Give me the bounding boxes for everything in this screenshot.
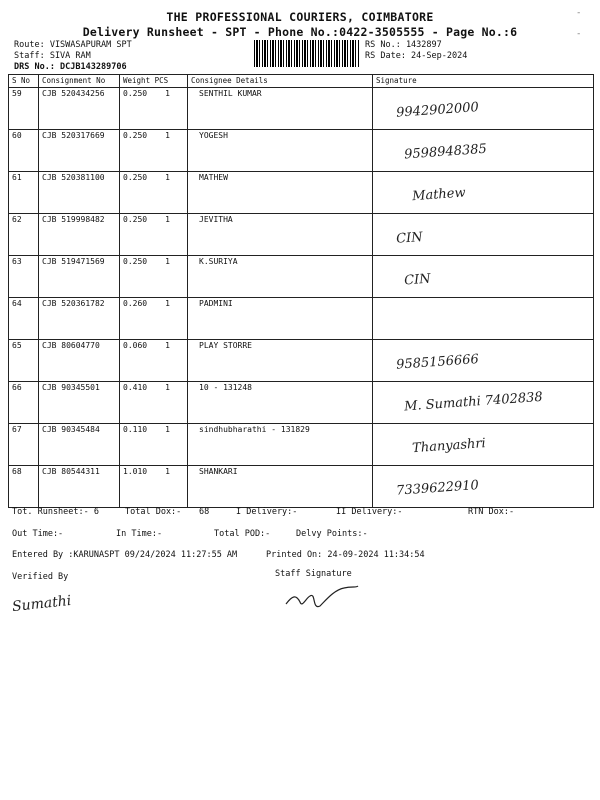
- recipient-signature: CIN: [395, 229, 424, 247]
- table-row: [9, 340, 594, 382]
- cell-pcs: 1: [165, 215, 170, 224]
- cell-weight: 1.010: [123, 467, 148, 476]
- total-pod: Total POD:-: [214, 529, 271, 539]
- cell-weight-pcs: [120, 214, 188, 256]
- cell-consignee: [188, 466, 373, 508]
- recipient-signature: 7339622910: [395, 478, 480, 499]
- cell-signature: [373, 88, 594, 130]
- cell-weight-pcs: [120, 340, 188, 382]
- col-header-consignee: Consignee Details: [188, 75, 373, 88]
- recipient-signature: Thanyashri: [411, 436, 487, 457]
- cell-weight-pcs: [120, 256, 188, 298]
- cell-weight-pcs: [120, 298, 188, 340]
- cell-sno: 68: [9, 466, 39, 508]
- table-header-row: [9, 75, 594, 88]
- cell-pcs: 1: [165, 467, 170, 476]
- printed-on: Printed On: 24-09-2024 11:34:54: [266, 550, 425, 560]
- cell-pcs: 1: [165, 131, 170, 140]
- cell-signature: [373, 382, 594, 424]
- cell-sno: 65: [9, 340, 39, 382]
- cell-weight: 0.250: [123, 173, 148, 182]
- cell-weight: 0.060: [123, 341, 148, 350]
- out-time: Out Time:-: [12, 529, 64, 539]
- company-title: THE PROFESSIONAL COURIERS, COIMBATORE: [166, 10, 434, 24]
- rs-date: RS Date: 24-Sep-2024: [365, 51, 468, 61]
- cell-sno: 64: [9, 298, 39, 340]
- consignee-name: 10 - 131248: [199, 383, 252, 392]
- cell-consignee: [188, 214, 373, 256]
- corner-dash: -: [576, 8, 582, 18]
- cell-consignee: [188, 256, 373, 298]
- cell-consignment: CJB 90345501: [39, 382, 120, 424]
- cell-sno: 66: [9, 382, 39, 424]
- cell-pcs: 1: [165, 257, 170, 266]
- cell-pcs: 1: [165, 173, 170, 182]
- cell-signature: [373, 298, 594, 340]
- cell-weight-pcs: [120, 172, 188, 214]
- entered-by: Entered By :KARUNASPT 09/24/2024 11:27:55 AM: [12, 550, 238, 560]
- cell-weight-pcs: [120, 424, 188, 466]
- cell-weight: 0.250: [123, 215, 148, 224]
- cell-weight: 0.250: [123, 89, 148, 98]
- cell-sno: 63: [9, 256, 39, 298]
- cell-pcs: 1: [165, 425, 170, 434]
- col-header-pcs: PCS: [154, 76, 169, 85]
- cell-pcs: 1: [165, 383, 170, 392]
- cell-sno: 60: [9, 130, 39, 172]
- barcode: [254, 40, 360, 67]
- total-dox-value: 68: [199, 507, 210, 517]
- table-row: [9, 214, 594, 256]
- rs-number: RS No.: 1432897: [365, 40, 442, 50]
- cell-consignment: CJB 80544311: [39, 466, 120, 508]
- cell-consignee: [188, 172, 373, 214]
- runsheet-subtitle: Delivery Runsheet - SPT - Phone No.:0422-3505555 - Page No.:6: [82, 25, 518, 39]
- i-delivery: I Delivery:-: [236, 507, 298, 517]
- cell-consignment: CJB 520317669: [39, 130, 120, 172]
- recipient-signature: Mathew: [411, 185, 467, 205]
- consignee-name: JEVITHA: [199, 215, 233, 224]
- cell-weight: 0.250: [123, 131, 148, 140]
- cell-signature: [373, 340, 594, 382]
- consignee-name: sindhubharathi - 131829: [199, 425, 310, 434]
- verified-by-label: Verified By: [12, 572, 69, 582]
- cell-weight-pcs: [120, 382, 188, 424]
- cell-signature: [373, 214, 594, 256]
- consignee-name: K.SURIYA: [199, 257, 238, 266]
- rtn-dox: RTN Dox:-: [468, 507, 515, 517]
- cell-signature: [373, 256, 594, 298]
- cell-signature: [373, 466, 594, 508]
- cell-consignment: CJB 520381100: [39, 172, 120, 214]
- ii-delivery: II Delivery:-: [336, 507, 403, 517]
- cell-consignee: [188, 298, 373, 340]
- cell-weight: 0.110: [123, 425, 148, 434]
- col-header-signature: Signature: [373, 75, 594, 88]
- table-row: [9, 172, 594, 214]
- drs-number: DRS No.: DCJB143289706: [14, 62, 127, 72]
- recipient-signature: [412, 303, 590, 315]
- verified-signature: Sumathi: [11, 592, 73, 616]
- cell-sno: 62: [9, 214, 39, 256]
- cell-consignment: CJB 519471569: [39, 256, 120, 298]
- cell-weight: 0.260: [123, 299, 148, 308]
- cell-signature: [373, 172, 594, 214]
- staff-label: Staff: SIVA RAM: [14, 51, 91, 61]
- cell-sno: 67: [9, 424, 39, 466]
- staff-signature-scribble: [282, 580, 362, 614]
- recipient-signature: 9585156666: [395, 352, 480, 373]
- table-row: [9, 424, 594, 466]
- route-label: Route: VISWASAPURAM SPT: [14, 40, 132, 50]
- staff-signature-label: Staff Signature: [275, 569, 352, 579]
- cell-weight-pcs: [120, 130, 188, 172]
- in-time: In Time:-: [116, 529, 163, 539]
- cell-weight-pcs: [120, 466, 188, 508]
- cell-consignee: [188, 88, 373, 130]
- col-header-sno: S No: [9, 75, 39, 88]
- consignee-name: PLAY STORRE: [199, 341, 252, 350]
- cell-pcs: 1: [165, 341, 170, 350]
- cell-pcs: 1: [165, 89, 170, 98]
- delvy-points: Delvy Points:-: [296, 529, 368, 539]
- consignee-name: MATHEW: [199, 173, 228, 182]
- table-row: [9, 382, 594, 424]
- consignee-name: YOGESH: [199, 131, 228, 140]
- cell-consignment: CJB 520434256: [39, 88, 120, 130]
- table-row: [9, 88, 594, 130]
- table-row: [9, 466, 594, 508]
- cell-signature: [373, 130, 594, 172]
- cell-sno: 59: [9, 88, 39, 130]
- cell-consignee: [188, 130, 373, 172]
- table-row: [9, 256, 594, 298]
- cell-pcs: 1: [165, 299, 170, 308]
- cell-consignee: [188, 340, 373, 382]
- runsheet-table: [8, 74, 594, 508]
- cell-consignment: CJB 90345484: [39, 424, 120, 466]
- col-header-consignment: Consignment No: [39, 75, 120, 88]
- table-row: [9, 130, 594, 172]
- cell-consignment: CJB 520361782: [39, 298, 120, 340]
- consignee-name: SHANKARI: [199, 467, 238, 476]
- col-header-weight-pcs: [120, 75, 188, 88]
- total-dox-label: Total Dox:-: [125, 507, 182, 517]
- tot-runsheet: Tot. Runsheet:- 6: [12, 507, 99, 517]
- cell-sno: 61: [9, 172, 39, 214]
- cell-weight: 0.410: [123, 383, 148, 392]
- cell-signature: [373, 424, 594, 466]
- table-row: [9, 298, 594, 340]
- corner-dash: -: [576, 29, 582, 39]
- cell-consignment: CJB 519998482: [39, 214, 120, 256]
- recipient-signature: 9942902000: [395, 100, 480, 121]
- cell-consignment: CJB 80604770: [39, 340, 120, 382]
- cell-consignee: [188, 424, 373, 466]
- consignee-name: SENTHIL KUMAR: [199, 89, 262, 98]
- col-header-weight: Weight: [123, 76, 151, 85]
- recipient-signature: M. Sumathi 7402838: [403, 389, 544, 415]
- consignee-name: PADMINI: [199, 299, 233, 308]
- cell-consignee: [188, 382, 373, 424]
- recipient-signature: 9598948385: [403, 141, 488, 163]
- cell-weight-pcs: [120, 88, 188, 130]
- recipient-signature: CIN: [403, 271, 432, 289]
- cell-weight: 0.250: [123, 257, 148, 266]
